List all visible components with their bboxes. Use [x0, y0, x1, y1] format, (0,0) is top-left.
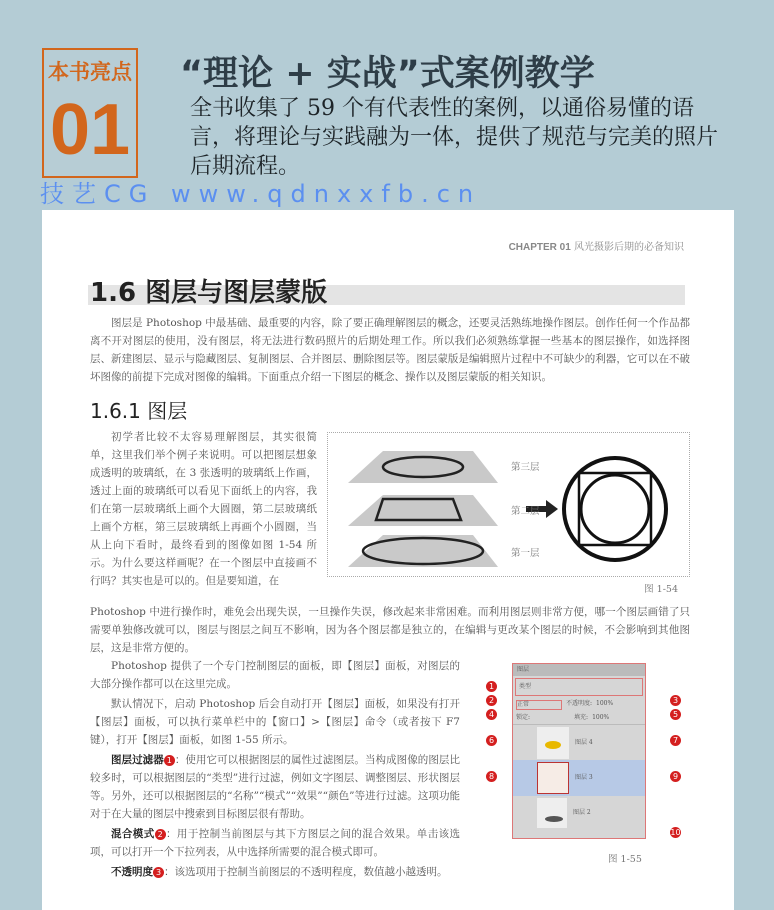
layers-panel [512, 663, 646, 839]
item-term: 图层过滤器 [111, 754, 164, 766]
blend-select: 正常 [516, 700, 562, 710]
callout-8: 8 [486, 771, 497, 782]
figure-1-54-wrapper [327, 432, 690, 599]
figure-caption-1-55: 图 1-55 [608, 854, 642, 865]
item-text: ：使用它可以根据图层的属性过滤图层。当构成图像的图层比较多时，可以根据图层的“类型”进行过滤，例如文字图层、调整图层、形状图层等。另外，还可以根据图层的“名称”“模式”“效果”“颜色”等进行过滤。这项功能对于在大量的图层中搜索到目标图层很有帮助。 [90, 754, 460, 820]
layer-thumbnail [537, 798, 567, 828]
chapter-title: 风光摄影后期的必备知识 [574, 242, 684, 253]
headline: “理论 + 实战”式案例教学 [180, 54, 595, 94]
body-flow [90, 428, 690, 881]
highlight-badge [42, 48, 138, 178]
fill-value: 100% [592, 714, 610, 721]
book-page [42, 210, 734, 910]
lock-label: 锁定: [516, 714, 531, 721]
layer-label-1: 第一层 [511, 548, 540, 559]
lock-row [513, 712, 645, 724]
chapter-label: CHAPTER 01 [508, 242, 571, 253]
callout-1: 1 [486, 681, 497, 692]
fill-label: 填充: [574, 714, 589, 721]
callout-dot: 1 [164, 755, 175, 766]
callout-7: 7 [670, 735, 681, 746]
left-column-text: 初学者比较不太容易理解图层，其实很简单，这里我们举个例子来说明。可以把图层想象成透明的玻璃纸，在 3 张透明的玻璃纸上作画，透过上面的玻璃纸可以看见下面纸上的内容，我们在第一层玻璃纸上画个大圆圈，第二层玻璃纸上画个方框，第三层玻璃纸上再画个小圆圈，当从上向下看时，最终看到的图像如图 1-54 所示。为什么要这样画呢？在一个图层中直接画不行吗？其实也是可以的。但是要知道，在 [90, 431, 317, 587]
layer-row [513, 796, 645, 830]
layer-thumbnail [537, 762, 569, 794]
callout-2: 2 [486, 695, 497, 706]
callout-dot: 2 [155, 829, 166, 840]
section-title: 1.6 图层与图层蒙版 [90, 278, 328, 308]
opacity-value: 100% [596, 700, 614, 707]
panel-intro-paragraph: Photoshop 提供了一个专门控制图层的面板，即【图层】面板，对图层的大部分操作都可以在这里完成。 [90, 660, 460, 690]
callout-dot: 3 [153, 867, 164, 878]
figure-1-54 [327, 432, 690, 577]
layer-row [513, 724, 645, 760]
panel-tab: 图层 [513, 664, 645, 676]
item-text: ：该选项用于控制当前图层的不透明程度，数值越小越透明。 [164, 866, 448, 878]
item-text: ：用于控制当前图层与其下方图层之间的混合效果。单击该选项，可以打开一个下拉列表，从中选择所需要的混合模式即可。 [90, 828, 461, 858]
subsection-title: 1.6.1 图层 [90, 399, 188, 423]
layer-name: 图层 4 [575, 738, 593, 746]
badge-number: 01 [49, 90, 131, 170]
item-term: 不透明度 [111, 866, 153, 878]
blend-row [513, 698, 645, 712]
filter-row: 类型 [515, 678, 643, 696]
callout-4: 4 [486, 709, 497, 720]
layer-name: 图层 2 [573, 809, 591, 816]
opacity-label: 不透明度: [566, 700, 593, 707]
layer-label-2: 第二层 [511, 506, 540, 517]
callout-10: 10 [670, 828, 681, 837]
layer-thumbnail [537, 727, 569, 759]
callout-3: 3 [670, 695, 681, 706]
callout-9: 9 [670, 771, 681, 782]
item-term: 混合模式 [111, 828, 155, 840]
default-panel-paragraph: 默认情况下，启动 Photoshop 后会自动打开【图层】面板，如果没有打开【图层】面板，可以执行菜单栏中的【窗口】>【图层】命令（或者按下 F7 键），打开【图层】面板，如图 1-55 所示。 [90, 698, 460, 746]
chapter-header [509, 238, 684, 253]
watermark: 技艺CG www.qdnxxfb.cn [40, 180, 482, 208]
layer-name: 图层 3 [575, 774, 593, 781]
intro-paragraph: 图层是 Photoshop 中最基础、最重要的内容，除了要正确理解图层的概念，还要灵活熟练地操作图层。创作任何一个作品都离不开对图层的使用，没有图层，将无法进行数码照片的后期处理工作。所以我们必须熟练掌握一些基本的图层操作，如选择图层、新建图层、显示与隐藏图层、复制图层、合并图层、删除图层等。图层蒙版是编辑照片过程中不可缺少的利器，它可以在不破坏图像的前提下完成对图像的编辑。下面重点介绍一下图层的概念、操作以及图层蒙版的相关知识。 [90, 317, 690, 383]
callout-6: 6 [486, 735, 497, 746]
figure-1-55-wrapper [470, 661, 690, 869]
description: 全书收集了 59 个有代表性的案例，以通俗易懂的语言，将理论与实践融为一体，提供了规范与完美的照片后期流程。 [190, 96, 719, 179]
layer-row-selected [513, 760, 645, 796]
layers-illustration [328, 433, 688, 575]
callout-5: 5 [670, 709, 681, 720]
badge-label: 本书亮点 [48, 60, 132, 84]
figure-caption-1-54: 图 1-54 [644, 584, 678, 595]
figure-1-55-layers-panel [470, 661, 690, 851]
layer-label-3: 第三层 [511, 462, 540, 473]
full-width-paragraph: Photoshop 中进行操作时，难免会出现失误，一旦操作失误，修改起来非常困难。而利用图层则非常方便，哪一个图层画错了只需要单独修改就可以，图层与图层之间互不影响，因为各个图层都是独立的，在编辑与更改某个图层的时候，不会影响到其他图层，这是非常方便的。 [90, 606, 690, 654]
